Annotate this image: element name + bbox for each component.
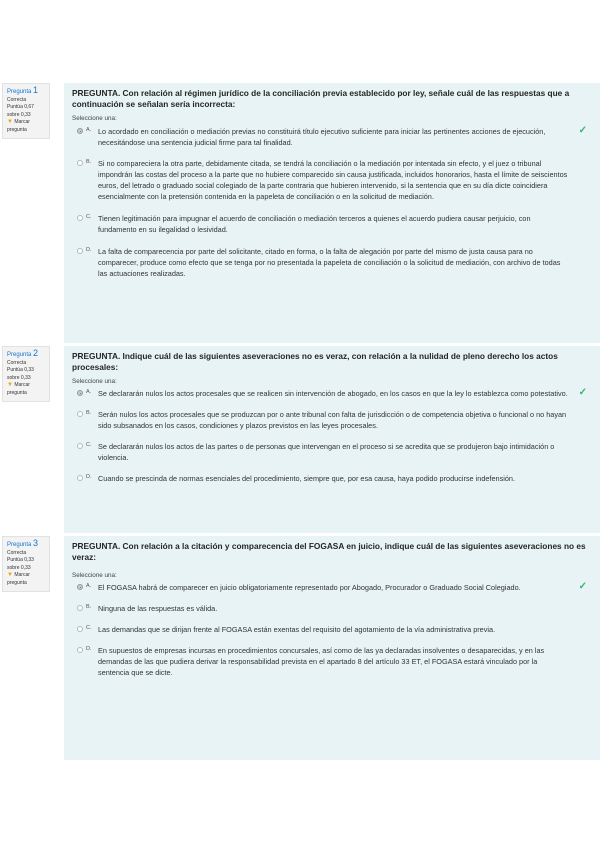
- question-status: Correcta: [7, 359, 27, 366]
- question-status: Correcta: [7, 549, 27, 556]
- radio-button[interactable]: [77, 647, 83, 653]
- radio-button[interactable]: [77, 584, 83, 590]
- question-info-3: Pregunta 3 Correcta Puntúa 0,33 sobre 0,33 ▼ Marcar pregunta: [2, 536, 50, 592]
- question-max-score: sobre 0,33: [7, 111, 31, 118]
- check-icon: ✓: [578, 581, 587, 592]
- answer-option-b[interactable]: B. Si no compareciera la otra parte, debidamente citada, se tendrá la conciliación o la mediación por intentada sin efecto, y el juez o tribunal impondrán las costas del proceso a la parte que no hubiere comparecido sin causa justificada, incluidos honorarios, hasta el límite de seiscientos euros, del letrado o graduado social colegiado de la parte contraria que hubieren intervenido, si la sentencia que en su día dicte coincidiera esencialmente con la pretensión contenida en la papeleta de conciliación o en la solicitud de mediación.: [72, 158, 592, 202]
- question-number: 3: [33, 538, 39, 548]
- answer-text: Se declararán nulos los actos procesales que se realicen sin intervención de abogado, en los casos en que la ley lo establezca como potestativo.: [98, 389, 568, 398]
- answer-text: El FOGASA habrá de comparecer en juicio obligatoriamente representado por Abogado, Procurador o Graduado Social Colegiado.: [98, 583, 521, 592]
- answer-option-a[interactable]: A. El FOGASA habrá de comparecer en juicio obligatoriamente representado por Abogado, Procurador o Graduado Social Colegiado. ✓: [72, 582, 592, 593]
- answer-option-d[interactable]: D. En supuestos de empresas incursas en procedimientos concursales, así como de las ya declaradas insolventes o desaparecidas, y en las demandas de las que pudiera derivar la responsabilidad prevista en el apartado 8 del artículo 33 ET, el FOGASA estará vinculado por la sentencia que se dicte.: [72, 645, 592, 678]
- radio-button[interactable]: [77, 128, 83, 134]
- question-card-2: [64, 346, 600, 533]
- question-info-1: Pregunta 1 Correcta Puntúa 0,67 sobre 0,33 ▼ Marcar pregunta: [2, 83, 50, 139]
- answer-option-c[interactable]: C. Se declararán nulos los actos de las partes o de personas que intervengan en el proceso si se acredita que se produjeron bajo intimidación o violencia.: [72, 441, 592, 463]
- select-prompt: Seleccione una:: [72, 572, 117, 579]
- answer-text: En supuestos de empresas incursas en procedimientos concursales, así como de las ya declaradas insolventes o desaparecidas, y en las demandas de las que pudiera derivar la responsabilidad prevista en el apartado 8 del artículo 33 ET, el FOGASA estará vinculado por la sentencia que se dicte.: [98, 646, 545, 677]
- check-icon: ✓: [578, 125, 587, 136]
- question-score: Puntúa 0,33: [7, 367, 34, 373]
- select-prompt: Seleccione una:: [72, 378, 117, 385]
- question-max-score: sobre 0,33: [7, 564, 31, 571]
- answer-option-d[interactable]: D. La falta de comparecencia por parte del solicitante, citado en forma, o la falta de alegación por parte del mismo de justa causa para no comparecer, produce como efecto que se tenga por no presentada la papeleta de conciliación o la solicitud de mediación, con archivo de todas las actuaciones realizadas.: [72, 246, 592, 279]
- answer-option-c[interactable]: C. Tienen legitimación para impugnar el acuerdo de conciliación o mediación terceros a quienes el acuerdo pudiera causar perjuicio, con fundamento en su ilegalidad o lesividad.: [72, 213, 592, 235]
- radio-button[interactable]: [77, 248, 83, 254]
- radio-button[interactable]: [77, 475, 83, 481]
- question-number: 2: [33, 348, 39, 358]
- answer-text: Tienen legitimación para impugnar el acuerdo de conciliación o mediación terceros a quienes el acuerdo pudiera causar perjuicio, con fundamento en su ilegalidad o lesividad.: [98, 214, 531, 234]
- question-card-footer: [64, 731, 600, 760]
- flag-icon: ▼: [7, 382, 13, 388]
- radio-button[interactable]: [77, 443, 83, 449]
- flag-question-button[interactable]: ▼ Marcar pregunta: [7, 572, 30, 586]
- question-status: Correcta: [7, 96, 27, 103]
- radio-button[interactable]: [77, 605, 83, 611]
- answer-text: La falta de comparecencia por parte del solicitante, citado en forma, o la falta de alegación por parte del mismo de justa causa para no comparecer, produce como efecto que se tenga por no presentada la papeleta de conciliación o la solicitud de mediación, con archivo de todas las actuaciones realizadas.: [98, 247, 561, 278]
- answer-text: Serán nulos los actos procesales que se produzcan por o ante tribunal con falta de jurisdicción o de competencia objetiva o funcional o no hayan sido subsanados en los casos, condiciones y plazos previstos en las leyes procesales.: [98, 410, 567, 430]
- radio-button[interactable]: [77, 160, 83, 166]
- question-card-3: [64, 536, 600, 731]
- radio-button[interactable]: [77, 390, 83, 396]
- answer-text: Cuando se prescinda de normas esenciales del procedimiento, siempre que, por esa causa, haya podido producirse indefensión.: [98, 474, 515, 483]
- radio-button[interactable]: [77, 411, 83, 417]
- answer-option-c[interactable]: C. Las demandas que se dirijan frente al FOGASA están exentas del requisito del agotamiento de la vía administrativa previa.: [72, 624, 592, 635]
- answer-text: Lo acordado en conciliación o mediación previas no constituirá título ejecutivo suficiente para iniciar las pertinentes acciones de ejecución, necesitándose una sentencia judicial firme para tal finalidad.: [98, 127, 546, 147]
- answer-text: Ninguna de las respuestas es válida.: [98, 604, 218, 613]
- question-text: PREGUNTA. Indique cuál de las siguientes aseveraciones no es veraz, con relación a la nulidad de pleno derecho los actos procesales:: [72, 351, 558, 372]
- flag-icon: ▼: [7, 572, 13, 578]
- question-score: Puntúa 0,33: [7, 557, 34, 563]
- answer-text: Las demandas que se dirijan frente al FOGASA están exentas del requisito del agotamiento de la vía administrativa previa.: [98, 625, 496, 634]
- radio-button[interactable]: [77, 215, 83, 221]
- check-icon: ✓: [578, 387, 587, 398]
- question-card-1: [64, 83, 600, 343]
- answer-text: Se declararán nulos los actos de las partes o de personas que intervengan en el proceso si se acredita que se produjeron bajo intimidación o violencia.: [98, 442, 555, 462]
- question-info-2: Pregunta 2 Correcta Puntúa 0,33 sobre 0,33 ▼ Marcar pregunta: [2, 346, 50, 402]
- answer-option-b[interactable]: B. Serán nulos los actos procesales que se produzcan por o ante tribunal con falta de jurisdicción o de competencia objetiva o funcional o no hayan sido subsanados en los casos, condiciones y plazos previstos en las leyes procesales.: [72, 409, 592, 431]
- answer-text: Si no compareciera la otra parte, debidamente citada, se tendrá la conciliación o la mediación por intentada sin efecto, y el juez o tribunal impondrán las costas del proceso a la parte que no hubiere comparecido sin causa justificada, incluidos honorarios, hasta el límite de seiscientos euros, del letrado o graduado social colegiado de la parte contraria que hubieren intervenido, si la sentencia que en su día dicte coincidiera esencialmente con la pretensión contenida en la papeleta de conciliación o en la solicitud de mediación.: [98, 159, 568, 201]
- flag-question-button[interactable]: ▼ Marcar pregunta: [7, 382, 30, 396]
- question-score: Puntúa 0,67: [7, 104, 34, 110]
- answer-option-a[interactable]: A. Se declararán nulos los actos procesales que se realicen sin intervención de abogado, en los casos en que la ley lo establezca como potestativo. ✓: [72, 388, 592, 399]
- question-text: PREGUNTA. Con relación a la citación y comparecencia del FOGASA en juicio, indique cuál de las siguientes aseveraciones no es veraz:: [72, 541, 586, 562]
- question-max-score: sobre 0,33: [7, 374, 31, 381]
- answer-option-a[interactable]: A. Lo acordado en conciliación o mediación previas no constituirá título ejecutivo suficiente para iniciar las pertinentes acciones de ejecución, necesitándose una sentencia judicial firme para tal finalidad. ✓: [72, 126, 592, 148]
- question-number: 1: [33, 85, 39, 95]
- select-prompt: Seleccione una:: [72, 115, 117, 122]
- flag-icon: ▼: [7, 119, 13, 125]
- answer-option-d[interactable]: D. Cuando se prescinda de normas esenciales del procedimiento, siempre que, por esa causa, haya podido producirse indefensión.: [72, 473, 592, 484]
- answer-option-b[interactable]: B. Ninguna de las respuestas es válida.: [72, 603, 592, 614]
- radio-button[interactable]: [77, 626, 83, 632]
- flag-question-button[interactable]: ▼ Marcar pregunta: [7, 119, 30, 133]
- question-text: PREGUNTA. Con relación al régimen jurídico de la conciliación previa establecido por ley, señale cuál de las respuestas que a continuación se señalan sería incorrecta:: [72, 88, 570, 109]
